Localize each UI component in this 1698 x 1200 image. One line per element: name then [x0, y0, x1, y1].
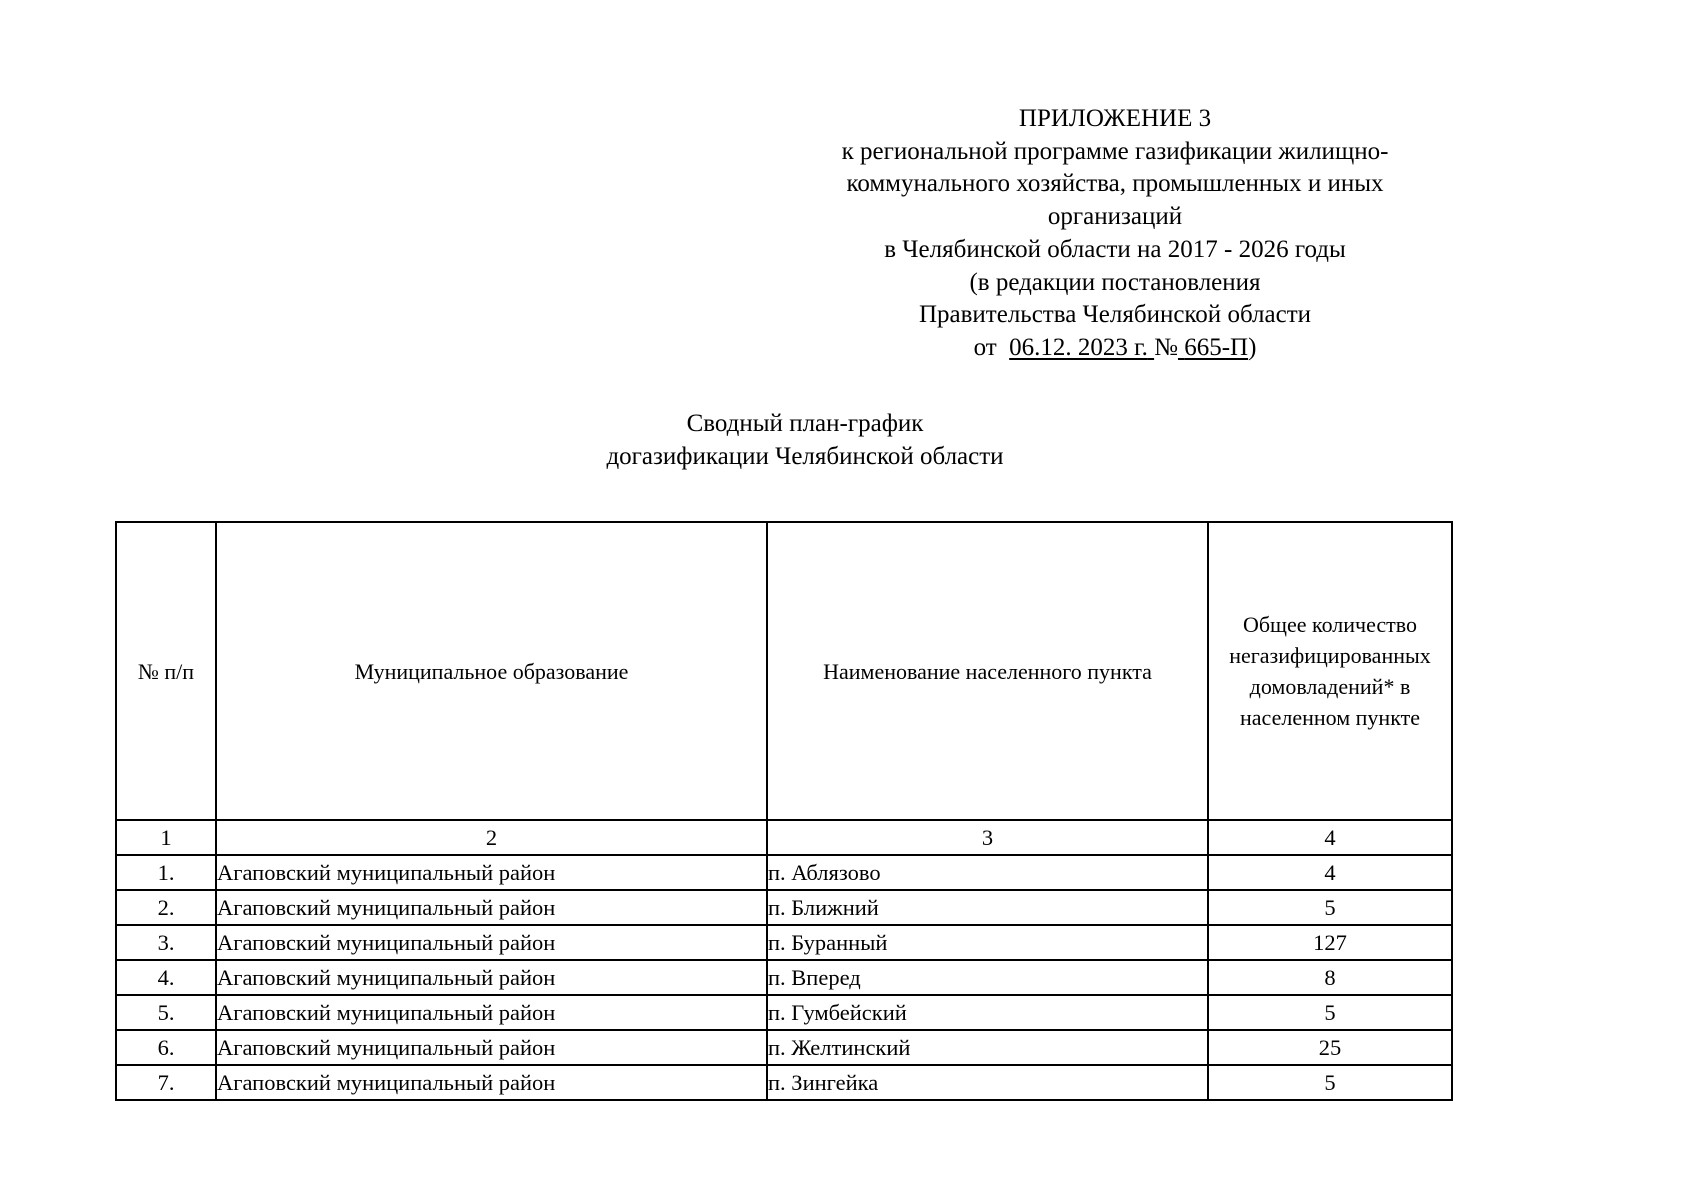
row-district: Агаповский муниципальный район: [216, 1030, 767, 1065]
table-row: [116, 925, 1452, 960]
appendix-title: ПРИЛОЖЕНИЕ 3: [1018, 105, 1212, 132]
row-count: 5: [1208, 1065, 1452, 1100]
row-count: 5: [1208, 995, 1452, 1030]
resolution-reference: [800, 332, 1430, 365]
row-number: 4.: [116, 960, 216, 995]
document-title: [480, 407, 1130, 473]
appendix-line: (в редакции постановления: [969, 268, 1261, 296]
table-row: [116, 1065, 1452, 1100]
row-count: 8: [1208, 960, 1452, 995]
gasification-table: [115, 521, 1453, 1101]
column-numbers-row: [116, 820, 1452, 855]
from-label: от: [973, 333, 997, 361]
row-count: 4: [1208, 855, 1452, 890]
resolution-number: 665-П: [1184, 333, 1249, 361]
row-count: 127: [1208, 925, 1452, 960]
row-district: Агаповский муниципальный район: [216, 995, 767, 1030]
column-number: 1: [116, 820, 216, 855]
closing-paren: ): [1248, 333, 1257, 361]
row-locality: п. Желтинский: [767, 1030, 1208, 1065]
row-number: 7.: [116, 1065, 216, 1100]
number-sign: №: [1154, 333, 1178, 361]
row-district: Агаповский муниципальный район: [216, 855, 767, 890]
appendix-header: [800, 103, 1430, 365]
row-district: Агаповский муниципальный район: [216, 925, 767, 960]
column-number: 3: [767, 820, 1208, 855]
row-locality: п. Вперед: [767, 960, 1208, 995]
row-locality: п. Гумбейский: [767, 995, 1208, 1030]
table-row: [116, 960, 1452, 995]
row-number: 3.: [116, 925, 216, 960]
appendix-line: Правительства Челябинской области: [918, 301, 1312, 329]
header-number: № п/п: [116, 522, 216, 820]
row-district: Агаповский муниципальный район: [216, 890, 767, 925]
row-number: 2.: [116, 890, 216, 925]
header-municipality: Муниципальное образование: [216, 522, 767, 820]
row-number: 5.: [116, 995, 216, 1030]
header-locality: Наименование населенного пункта: [767, 522, 1208, 820]
table-row: [116, 855, 1452, 890]
row-district: Агаповский муниципальный район: [216, 960, 767, 995]
table-row: [116, 995, 1452, 1030]
row-number: 6.: [116, 1030, 216, 1065]
column-number: 4: [1208, 820, 1452, 855]
row-locality: п. Буранный: [767, 925, 1208, 960]
table-header-row: [116, 522, 1452, 820]
row-number: 1.: [116, 855, 216, 890]
appendix-line: к региональной программе газификации жилищно-: [841, 137, 1389, 165]
appendix-line: в Челябинской области на 2017 - 2026 годы: [884, 235, 1346, 263]
title-line-1: Сводный план-график: [686, 410, 924, 437]
appendix-line: коммунального хозяйства, промышленных и иных: [846, 170, 1384, 198]
row-locality: п. Зингейка: [767, 1065, 1208, 1100]
row-locality: п. Аблязово: [767, 855, 1208, 890]
header-household-count: Общее количество негазифицированных домовладений* в населенном пункте: [1208, 522, 1452, 820]
table-row: [116, 890, 1452, 925]
appendix-line: организаций: [1047, 203, 1183, 231]
title-line-2: догазификации Челябинской области: [606, 443, 1004, 470]
table-row: [116, 1030, 1452, 1065]
row-district: Агаповский муниципальный район: [216, 1065, 767, 1100]
row-count: 5: [1208, 890, 1452, 925]
resolution-date: 06.12. 2023 г.: [1009, 333, 1148, 361]
row-count: 25: [1208, 1030, 1452, 1065]
column-number: 2: [216, 820, 767, 855]
row-locality: п. Ближний: [767, 890, 1208, 925]
